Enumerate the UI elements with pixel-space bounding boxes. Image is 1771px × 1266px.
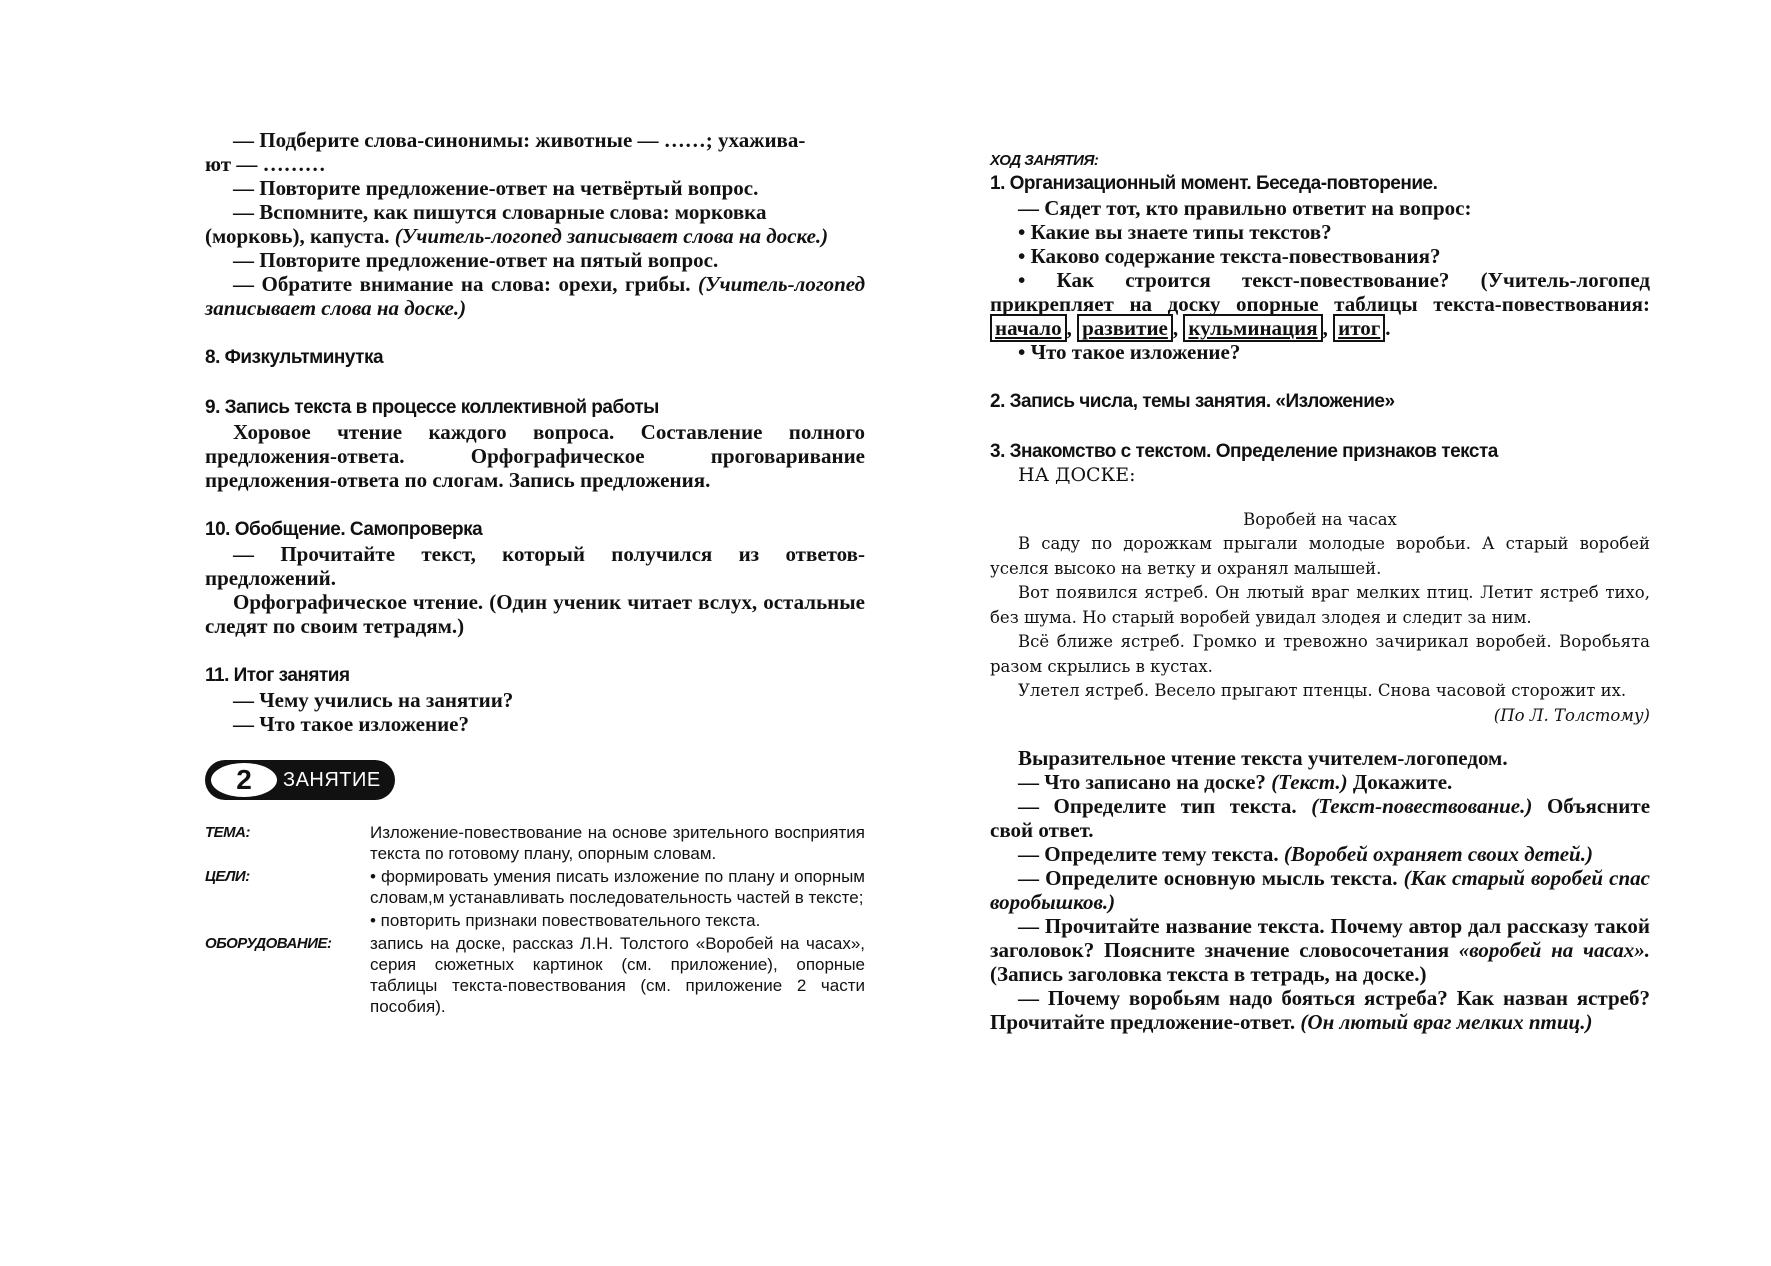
- paragraph: Выразительное чтение текста учителем-логопедом.: [1018, 745, 1508, 770]
- goals-value: [370, 866, 865, 933]
- paragraph: [205, 272, 865, 320]
- equipment-label: ОБОРУДОВАНИЕ:: [205, 935, 332, 952]
- question: [990, 842, 1650, 866]
- text: — Почему воробьям надо бояться ястреба? Как назван ястреб? Прочитайте предложение-ответ.: [990, 985, 1650, 1034]
- lesson-badge: [205, 760, 395, 800]
- board-label: НА ДОСКЕ:: [1018, 464, 1136, 486]
- text: Докажите.: [1352, 769, 1453, 794]
- text: (Запись заголовка текста в тетрадь, на доске.): [990, 961, 1427, 986]
- paragraph: Орфографическое чтение. (Один ученик читает вслух, остальные следят по своим тетрадям.): [205, 590, 865, 638]
- question: [990, 986, 1650, 1034]
- section-heading: 1. Организационный момент. Беседа-повторение.: [990, 173, 1438, 194]
- text: (морковь), капуста.: [205, 224, 390, 248]
- question: [990, 770, 1650, 794]
- paragraph: — Сядет тот, кто правильно ответит на вопрос:: [1018, 196, 1472, 220]
- bullet-item: • Как строится текст-повествование? (Учитель-логопед прикрепляет на доску опорные таблицы текста-повествования: начало , развитие , кульминация , итог .: [990, 268, 1650, 340]
- lesson-meta: [205, 822, 865, 1019]
- topic-label: ТЕМА:: [205, 824, 250, 841]
- text: — Определите тип текста.: [1018, 793, 1297, 818]
- text: — Прочитайте название текста. Почему автор дал рассказу такой заголовок? Поясните значение словосочетания: [990, 913, 1650, 962]
- text: Объясните свой ответ.: [990, 793, 1651, 842]
- paragraph: Хоровое чтение каждого вопроса. Составление полного предложения-ответа. Орфографическое проговаривание предложения-ответа по слогам. Запись предложения.: [205, 420, 865, 492]
- story-paragraph: В саду по дорожкам прыгали молодые воробьи. А старый воробей уселся высоко на ветку и охранял малышей.: [990, 534, 1650, 578]
- goal-item: • формировать умения писать изложение по плану и опорным словам,м устанавливать последовательность частей в тексте;: [370, 867, 865, 907]
- teacher-note: (Учитель-логопед записывает слова на доске.): [205, 272, 865, 320]
- table-card: начало: [990, 314, 1067, 342]
- goal-item: • повторить признаки повествовательного текста.: [370, 911, 761, 930]
- section-heading: 10. Обобщение. Самопроверка: [205, 519, 483, 540]
- story-paragraph: Всё ближе ястреб. Громко и тревожно зачирикал воробей. Воробьята разом скрылись в кустах.: [990, 632, 1650, 676]
- progress-label: ХОД ЗАНЯТИЯ:: [990, 152, 1099, 169]
- paragraph: — Что такое изложение?: [233, 712, 470, 736]
- table-card: итог: [1333, 314, 1385, 342]
- bullet-item: • Что такое изложение?: [1018, 340, 1241, 364]
- text: • Как строится текст-повествование? (Учитель-логопед прикрепляет на доску опорные таблицы текста-повествования:: [990, 268, 1650, 316]
- answer: (Текст-повествование.): [1311, 793, 1533, 818]
- right-page: [990, 150, 1650, 1034]
- paragraph: — Повторите предложение-ответ на четвёртый вопрос.: [233, 176, 759, 200]
- lesson-label: ЗАНЯТИЕ: [283, 768, 381, 791]
- question: [990, 794, 1650, 842]
- table-card: развитие: [1077, 314, 1173, 342]
- answer: (Воробей охраняет своих детей.): [1283, 841, 1593, 866]
- left-page: [205, 128, 865, 1019]
- topic-value: Изложение-повествование на основе зрительного восприятия текста по готовому плану, опорным словам.: [370, 823, 865, 863]
- section-heading: 3. Знакомство с текстом. Определение признаков текста: [990, 441, 1498, 462]
- paragraph: — Повторите предложение-ответ на пятый вопрос.: [233, 248, 719, 272]
- answer: (Как старый воробей спас воробышков.): [990, 865, 1650, 914]
- table-card: кульминация: [1183, 314, 1322, 342]
- story-title: Воробей на часах: [1243, 510, 1397, 529]
- section-heading: 11. Итог занятия: [205, 665, 350, 686]
- paragraph: — Чему учились на занятии?: [233, 688, 514, 712]
- story-attribution: (По Л. Толстому): [1493, 705, 1650, 725]
- quote: «воробей на часах».: [1458, 937, 1651, 962]
- equipment-value: запись на доске, рассказ Л.Н. Толстого «Воробей на часах», серия сюжетных картинок (см. приложение), опорные таблицы текста-повествования (см. приложение 2 части пособия).: [370, 934, 865, 1016]
- text: — Определите основную мысль текста.: [1018, 865, 1398, 890]
- bullet-item: • Какие вы знаете типы текстов?: [1018, 220, 1332, 244]
- teacher-note: (Учитель-логопед записывает слова на доске.): [394, 224, 829, 248]
- paragraph: — Прочитайте текст, который получился из ответов-предложений.: [205, 542, 865, 590]
- lesson-number: 2: [211, 763, 277, 797]
- story-paragraph: Вот появился ястреб. Он лютый враг мелких птиц. Летит ястреб тихо, без шума. Но старый воробей увидал злодея и следит за ним.: [990, 583, 1650, 627]
- story-paragraph: Улетел ястреб. Весело прыгают птенцы. Снова часовой сторожит их.: [1018, 681, 1627, 700]
- paragraph: — Подберите слова-синонимы: животные — ……; ухажива-: [233, 128, 806, 152]
- question: [990, 866, 1650, 914]
- question: [990, 914, 1650, 986]
- section-heading: 2. Запись числа, темы занятия. «Изложение»: [990, 391, 1395, 412]
- section-heading: 8. Физкультминутка: [205, 347, 384, 368]
- bullet-item: • Каково содержание текста-повествования?: [1018, 244, 1441, 268]
- text: — Определите тему текста.: [1018, 841, 1279, 866]
- text: — Обратите внимание на слова: орехи, грибы.: [233, 272, 691, 296]
- goals-label: ЦЕЛИ:: [205, 868, 250, 885]
- section-heading: 9. Запись текста в процессе коллективной работы: [205, 397, 659, 418]
- answer: (Он лютый враг мелких птиц.): [1300, 1009, 1593, 1034]
- paragraph: ют — ………: [205, 152, 326, 176]
- paragraph: — Вспомните, как пишутся словарные слова: морковка: [233, 200, 767, 224]
- text: — Что записано на доске?: [1018, 769, 1266, 794]
- answer: (Текст.): [1271, 769, 1348, 794]
- paragraph: [205, 224, 865, 248]
